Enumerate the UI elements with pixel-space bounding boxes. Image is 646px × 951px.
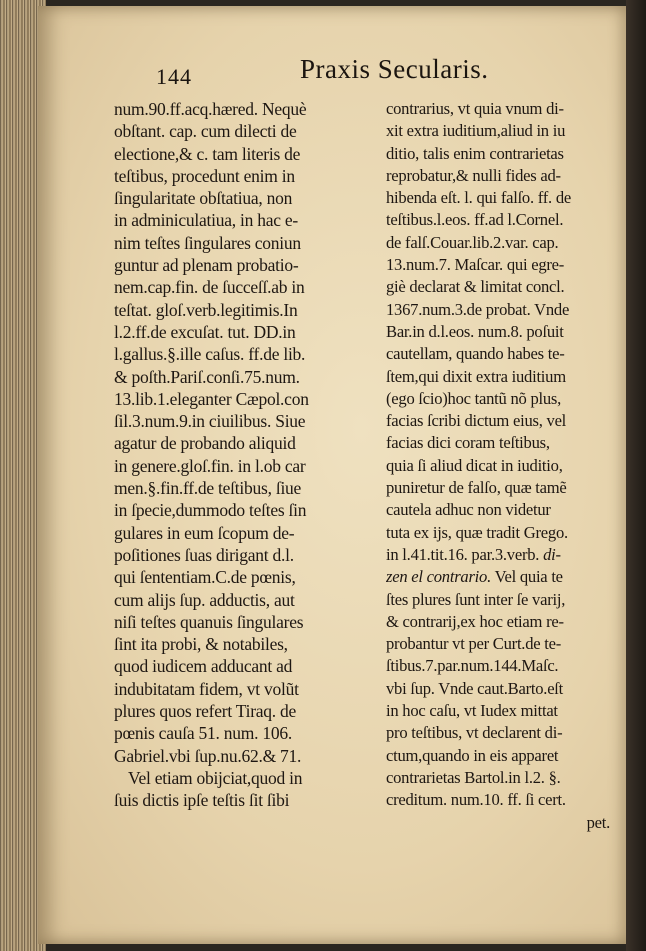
text-line: in adminiculatiua, in hac e- <box>114 210 298 231</box>
text-line: 13.lib.1.eleganter Cæpol.con <box>114 388 309 409</box>
text-line: ſuis dictis ipſe teſtis ſit ſibi <box>114 790 290 811</box>
text-line: indubitatam fidem, vt volũt <box>114 678 299 699</box>
text-line: l.2.ff.de excuſat. tut. DD.in <box>114 321 296 342</box>
text-line: men.§.fin.ff.de teſtibus, ſiue <box>114 478 302 499</box>
text-line: niſi teſtes quanuis ſingulares <box>114 611 304 632</box>
text-line: cautellam, quando habes te- <box>386 344 565 364</box>
text-line: ſint ita probi, & notabiles, <box>114 634 288 655</box>
text-line: in genere.gloſ.fin. in l.ob car <box>114 455 306 476</box>
text-line: hibenda eſt. l. qui falſo. ff. de <box>386 188 571 208</box>
running-head <box>38 50 626 90</box>
text-line: electione,& c. tam literis de <box>114 143 301 164</box>
page-number: 144 <box>156 64 192 89</box>
italic-quote: zen el contrario. <box>386 567 491 587</box>
text-line: pœnis cauſa 51. num. 106. <box>114 723 292 744</box>
text-line: & contrarij,ex hoc etiam re- <box>386 611 564 631</box>
text-line: 13.num.7. Maſcar. qui egre- <box>386 255 565 275</box>
text-line: quod iudicem adducant ad <box>114 656 293 677</box>
text-line: poſitiones ſuas dirigant d.l. <box>114 544 294 565</box>
text-line: vbi ſup. Vnde caut.Barto.eſt <box>386 678 564 698</box>
text-line: facias ſcribi dictum eius, vel <box>386 411 567 431</box>
text-line: probantur vt per Curt.de te- <box>386 634 562 654</box>
text-line: teſtibus.l.eos. ff.ad l.Cornel. <box>386 210 564 230</box>
text-line: ſil.3.num.9.in ciuilibus. Siue <box>114 411 306 432</box>
text-line: Vel etiam obijciat,quod in <box>128 767 303 788</box>
text-line: ſtes plures ſunt inter ſe varij, <box>386 589 566 609</box>
text-line: tuta ex ijs, quæ tradit Grego. <box>386 522 568 542</box>
text-line: ſtibus.7.par.num.144.Maſc. <box>386 656 559 676</box>
line-text: Vel quia te <box>490 567 563 587</box>
text-line: agatur de probando aliquid <box>114 433 296 454</box>
left-column <box>114 98 384 812</box>
text-line: (ego ſcio)hoc tantũ nõ plus, <box>386 388 562 408</box>
facing-page-shadow <box>626 0 646 951</box>
text-line: in ſpecie,dummodo teſtes ſin <box>114 500 307 521</box>
text-line: ctum,quando in eis apparet <box>386 745 559 765</box>
text-line: plures quos refert Tiraq. de <box>114 701 297 722</box>
line-text: in l.41.tit.16. par.3.verb. <box>386 544 540 564</box>
text-line: nem.cap.fin. de ſucceſſ.ab in <box>114 277 305 298</box>
text-line: teſtibus, procedunt enim in <box>114 165 295 186</box>
text-line: Gabriel.vbi ſup.nu.62.& 71. <box>114 745 302 766</box>
italic-quote: di- <box>543 544 561 564</box>
text-line: obſtant. cap. cum dilecti de <box>114 121 297 142</box>
text-line: creditum. num.10. ff. ſi cert. <box>386 790 566 810</box>
catchword: pet. <box>586 812 610 832</box>
text-line: quia ſi aliud dicat in iuditio, <box>386 455 563 475</box>
text-line: teſtat. gloſ.verb.legitimis.In <box>114 299 298 320</box>
book-page <box>38 6 626 944</box>
text-line: & poſth.Pariſ.conſi.75.num. <box>114 366 300 387</box>
text-line: Bar.in d.l.eos. num.8. poſuit <box>386 321 564 341</box>
text-line: pro teſtibus, vt declarent di- <box>386 723 563 743</box>
text-line: 1367.num.3.de probat. Vnde <box>386 299 570 319</box>
running-title: Praxis Secularis. <box>300 54 489 84</box>
text-line: contrarius, vt quia vnum di- <box>386 99 564 118</box>
text-line: gulares in eum ſcopum de- <box>114 522 295 543</box>
text-line: l.gallus.§.ille caſus. ff.de lib. <box>114 344 306 365</box>
text-line: ſtem,qui dixit extra iuditium <box>386 366 566 386</box>
text-line: giè declarat & limitat concl. <box>386 277 565 297</box>
text-line: facias dici coram teſtibus, <box>386 433 550 453</box>
text-line: reprobatur,& nulli fides ad- <box>386 165 561 185</box>
right-column <box>386 98 612 834</box>
text-line: ſingularitate obſtatiua, non <box>114 188 293 209</box>
text-line: ditio, talis enim contrarietas <box>386 143 564 163</box>
text-line <box>386 544 612 566</box>
text-line: cum alijs ſup. adductis, aut <box>114 589 295 610</box>
text-line: in hoc caſu, vt Iudex mittat <box>386 701 558 721</box>
text-line: guntur ad plenam probatio- <box>114 255 299 276</box>
text-line: qui ſententiam.C.de pœnis, <box>114 567 296 588</box>
text-line: puniretur de falſo, quæ tamẽ <box>386 478 567 498</box>
text-line: num.90.ff.acq.hæred. Nequè <box>114 99 307 119</box>
text-line: nim teſtes ſingulares coniun <box>114 232 301 253</box>
text-line <box>386 566 612 588</box>
text-line: cautela adhuc non videtur <box>386 500 551 520</box>
text-line: contrarietas Bartol.in l.2. §. <box>386 767 561 787</box>
text-line: de falſ.Couar.lib.2.var. cap. <box>386 232 559 252</box>
text-line: xit extra iuditium,aliud in iu <box>386 121 566 141</box>
